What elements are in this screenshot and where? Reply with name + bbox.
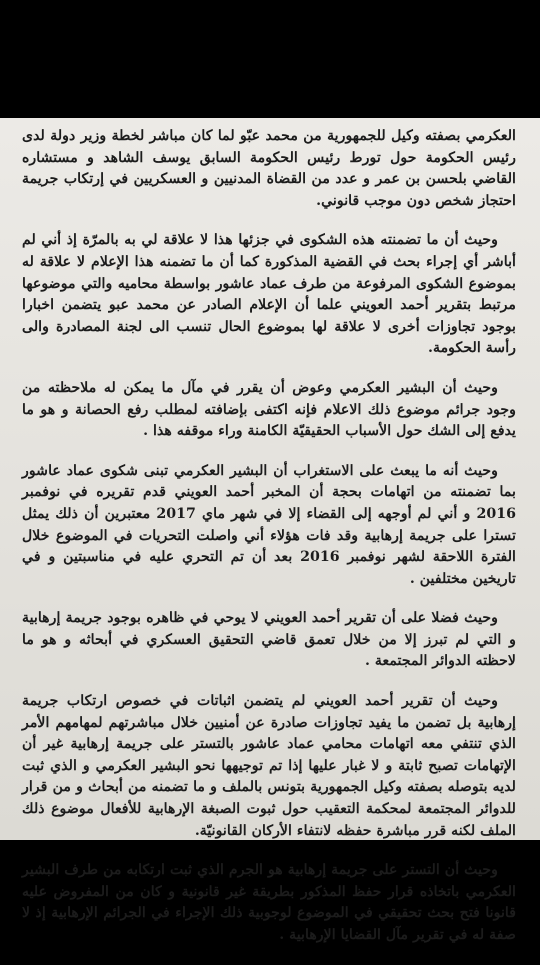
paragraph: العكرمي بصفته وكيل للجمهورية من محمد عبّو لما كان مباشر لخطة وزير دولة لدى رئيس الحكومة حول تورط رئيس الحكومة السابق يوسف الشاهد و مستشاره القاضي بلحسن بن عمر و عدد من القضاة المدنيين و العسكريين في إرتكاب جريمة احتجاز شخص دون موجب قانوني. (22, 128, 516, 209)
document-body (22, 126, 516, 965)
paragraph: وحيث فضلا على أن تقرير أحمد العويني لا يوحي في ظاهره بوجود جريمة إرهابية و التي لم تبرز إلا من خلال تعمق قاضي التحقيق العسكري في أبحاثه و هو ما لاحظته الدوائر المجتمعة . (22, 610, 516, 670)
paragraph: وحيث أن تقرير أحمد العويني لم يتضمن اثباتات في خصوص ارتكاب جريمة إرهابية بل تضمن ما يفيد تجاوزات صادرة عن أمنيين خلال مباشرتهم لمهامهم الأمر الذي تنتفي معه اتهامات محامي عماد عاشور بالتستر على جريمة إرهابية غير أن الإتهامات تصبح ثابتة و لا غبار عليها إذا تم توجيهها نحو البشير العكرمي و الذي ثبت لديه بتوصله بصفته وكيل الجمهورية بتونس بالملف و ما تضمنه من أبحاث و من قرار للدوائر المجتمعة لمحكمة التعقيب حول ثبوت الصبغة الإرهابية للأفعال موضوع ذلك الملف لكنه قرر مباشرة حفظه لانتفاء الأركان القانونيّة. (22, 693, 516, 839)
document-page (0, 118, 540, 943)
paragraph: وحيث أن ما تضمنته هذه الشكوى في جزئها هذا لا علاقة لي به بالمرّة إذ أني لم أباشر أي إجراء بحث في القضية المذكورة كما أن ما تضمنه هذا الإعلام لا علاقة له بموضوع الشكوى المرفوعة من طرف عماد عاشور بواسطة محاميه والتي موضوعها مرتبط بتقرير أحمد العويني علما أن الإعلام الصادر عن محمد عبو يتضمن اخبارا بوجود تجاوزات أخرى لا علاقة لها بموضوع الحال تنسب الى لجنة المصادرة والى رأسة الحكومة. (22, 232, 516, 357)
paragraph: وحيث أنه ما يبعث على الاستغراب أن البشير العكرمي تبنى شكوى عماد عاشور بما تضمنته من اتهامات بحجة أن المخبر أحمد العويني قدم تقريره في نوفمبر 2016 و أني لم أوجهه إلى القضاء إلا في شهر ماي 2017 معتبرين أن ذلك يمثل تسترا على جريمة إرهابية وقد فات هؤلاء أني واصلت التحريات في الموضوع خلال الفترة اللاحقة لشهر نوفمبر 2016 بعد أن تم التحري عليه في مناسبتين و في تاريخين مختلفين . (22, 462, 517, 587)
paragraph: وحيث أن التستر على جريمة إرهابية هو الجرم الذي ثبت ارتكابه من طرف البشير العكرمي باتخاذه قرار حفظ المذكور بطريقة غير قانونية و كان من المفروض عليه قانونا فتح بحث تحقيقي في الموضوع لوجوبية ذلك الإجراء في الجرائم الإرهابية إذ لا صفة له في تقرير مآل القضايا الإرهابية . (22, 862, 516, 943)
paragraph: وحيث أن البشير العكرمي وعوض أن يقرر في مآل ما يمكن له ملاحظته من وجود جرائم موضوع ذلك الاعلام فإنه اكتفى بإضافته لمطلب رفع الحصانة و هو ما يدفع إلى الشك حول الأسباب الحقيقيّة الكامنة وراء موقفه هذا . (22, 379, 516, 440)
